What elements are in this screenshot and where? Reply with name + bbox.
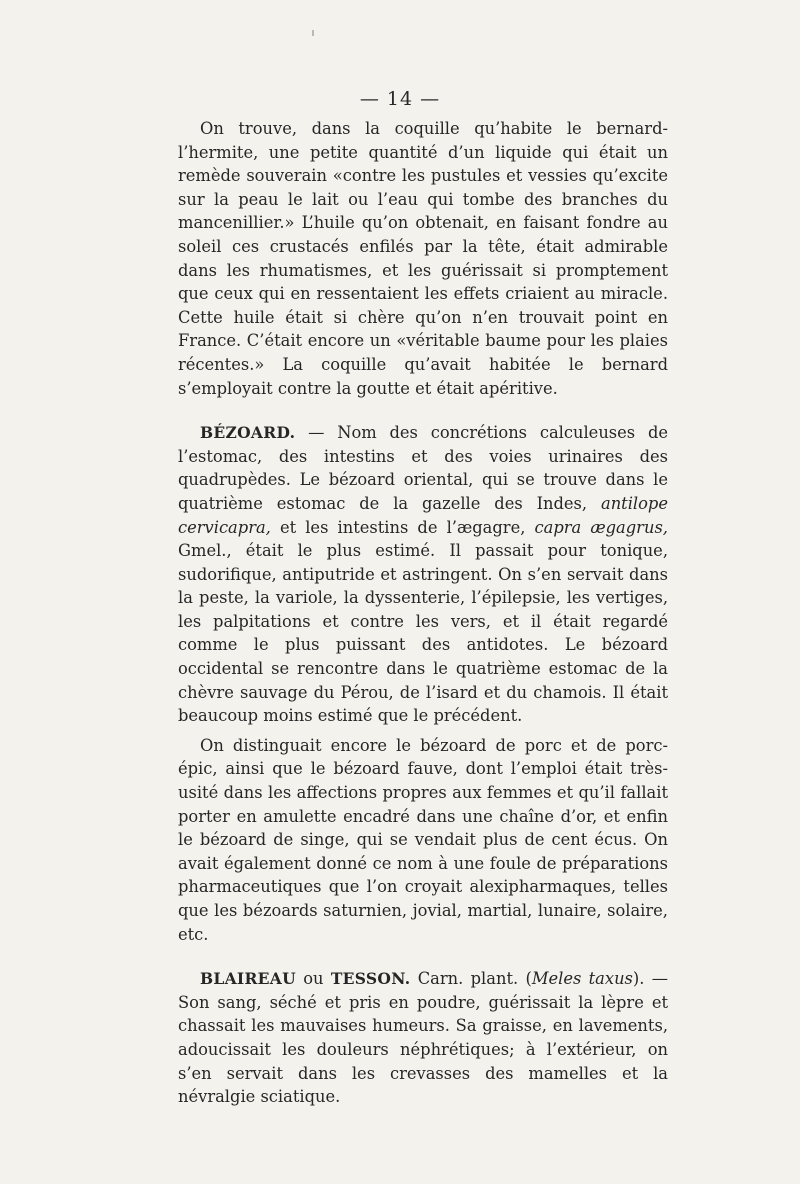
page-number: — 14 — [359, 88, 441, 110]
entry-conjunction: ou [295, 969, 331, 989]
entry-text: et les intestins de l’ægagre, [270, 517, 535, 537]
latin-name: Meles taxus [531, 969, 633, 989]
paragraph-bernard-hermite: On trouve, dans la coquille qu’habite le bernard-l’hermite, une petite quantité d’un liquide qui était un remède souverain «contre les pustules et vessies qu’excite sur la peau le lait ou l’eau qui tombe des branches du mancenillier.» L’huile qu’on obtenait, en faisant fondre au soleil ces crustacés enfilés par la tête, était admirable dans les rhumatismes, et les guérissait si promptement que ceux qui en ressentaient les effets criaient au miracle. Cette huile était si chère qu’on n’en trouvait point en France. C’était encore un «véritable baume pour les plaies récentes.» La coquille qu’avait habitée le bernard s’employait contre la goutte et était apéritive. [178, 119, 668, 398]
entry-heading-blaireau: BLAIREAU [200, 969, 296, 989]
entry-heading-bezoard: BÉZOARD. [200, 423, 296, 443]
body-text [178, 117, 668, 1109]
entry-text: Carn. plant. ( [410, 969, 532, 989]
entry-text: — Nom des concrétions calculeuses de l’estomac, des intestins et des voies urinaires des quadrupèdes. Le bézoard oriental, qui se trouve dans le quatrième estomac de la gazelle des Indes, [178, 423, 668, 513]
entry-heading-tesson: TESSON. [330, 969, 411, 989]
paragraph-bezoard-varieties: On distinguait encore le bézoard de porc et de porc-épic, ainsi que le bézoard fauve, dont l’emploi était très-usité dans les affections propres aux femmes et qu’il fallait porter en amulette encadré dans une chaîne d’or, et enfin le bézoard de singe, qui se vendait plus de cent écus. On avait également donné ce nom à une foule de préparations pharmaceutiques que l’on croyait alexipharmaques, telles que les bézoards saturnien, jovial, martial, lunaire, solaire, etc. [178, 735, 668, 944]
scan-speck [312, 30, 314, 36]
entry-blaireau [178, 967, 668, 1109]
latin-name: capra ægagrus, [534, 517, 668, 537]
latin-name: antilope cervicapra, [178, 493, 668, 537]
entry-bezoard [178, 421, 668, 728]
entry-text: Gmel., était le plus estimé. Il passait pour tonique, sudorifique, antiputride et astringent. On s’en servait dans la peste, la variole, la dyssenterie, l’épilepsie, les vertiges, les palpitations et contre les vers, et il était regardé comme le plus puissant des antidotes. Le bézoard occidental se rencontre dans le quatrième estomac de la chèvre sauvage du Pérou, de l’isard et du chamois. Il était beaucoup moins estimé que le précédent. [178, 541, 668, 726]
entry-text: ). — Son sang, séché et pris en poudre, guérissait la lèpre et chassait les mauvaises humeurs. Sa graisse, en lavements, adoucissait les douleurs néphrétiques; à l’extérieur, on s’en servait dans les crevasses des mamelles et la névralgie sciatique. [178, 969, 669, 1107]
